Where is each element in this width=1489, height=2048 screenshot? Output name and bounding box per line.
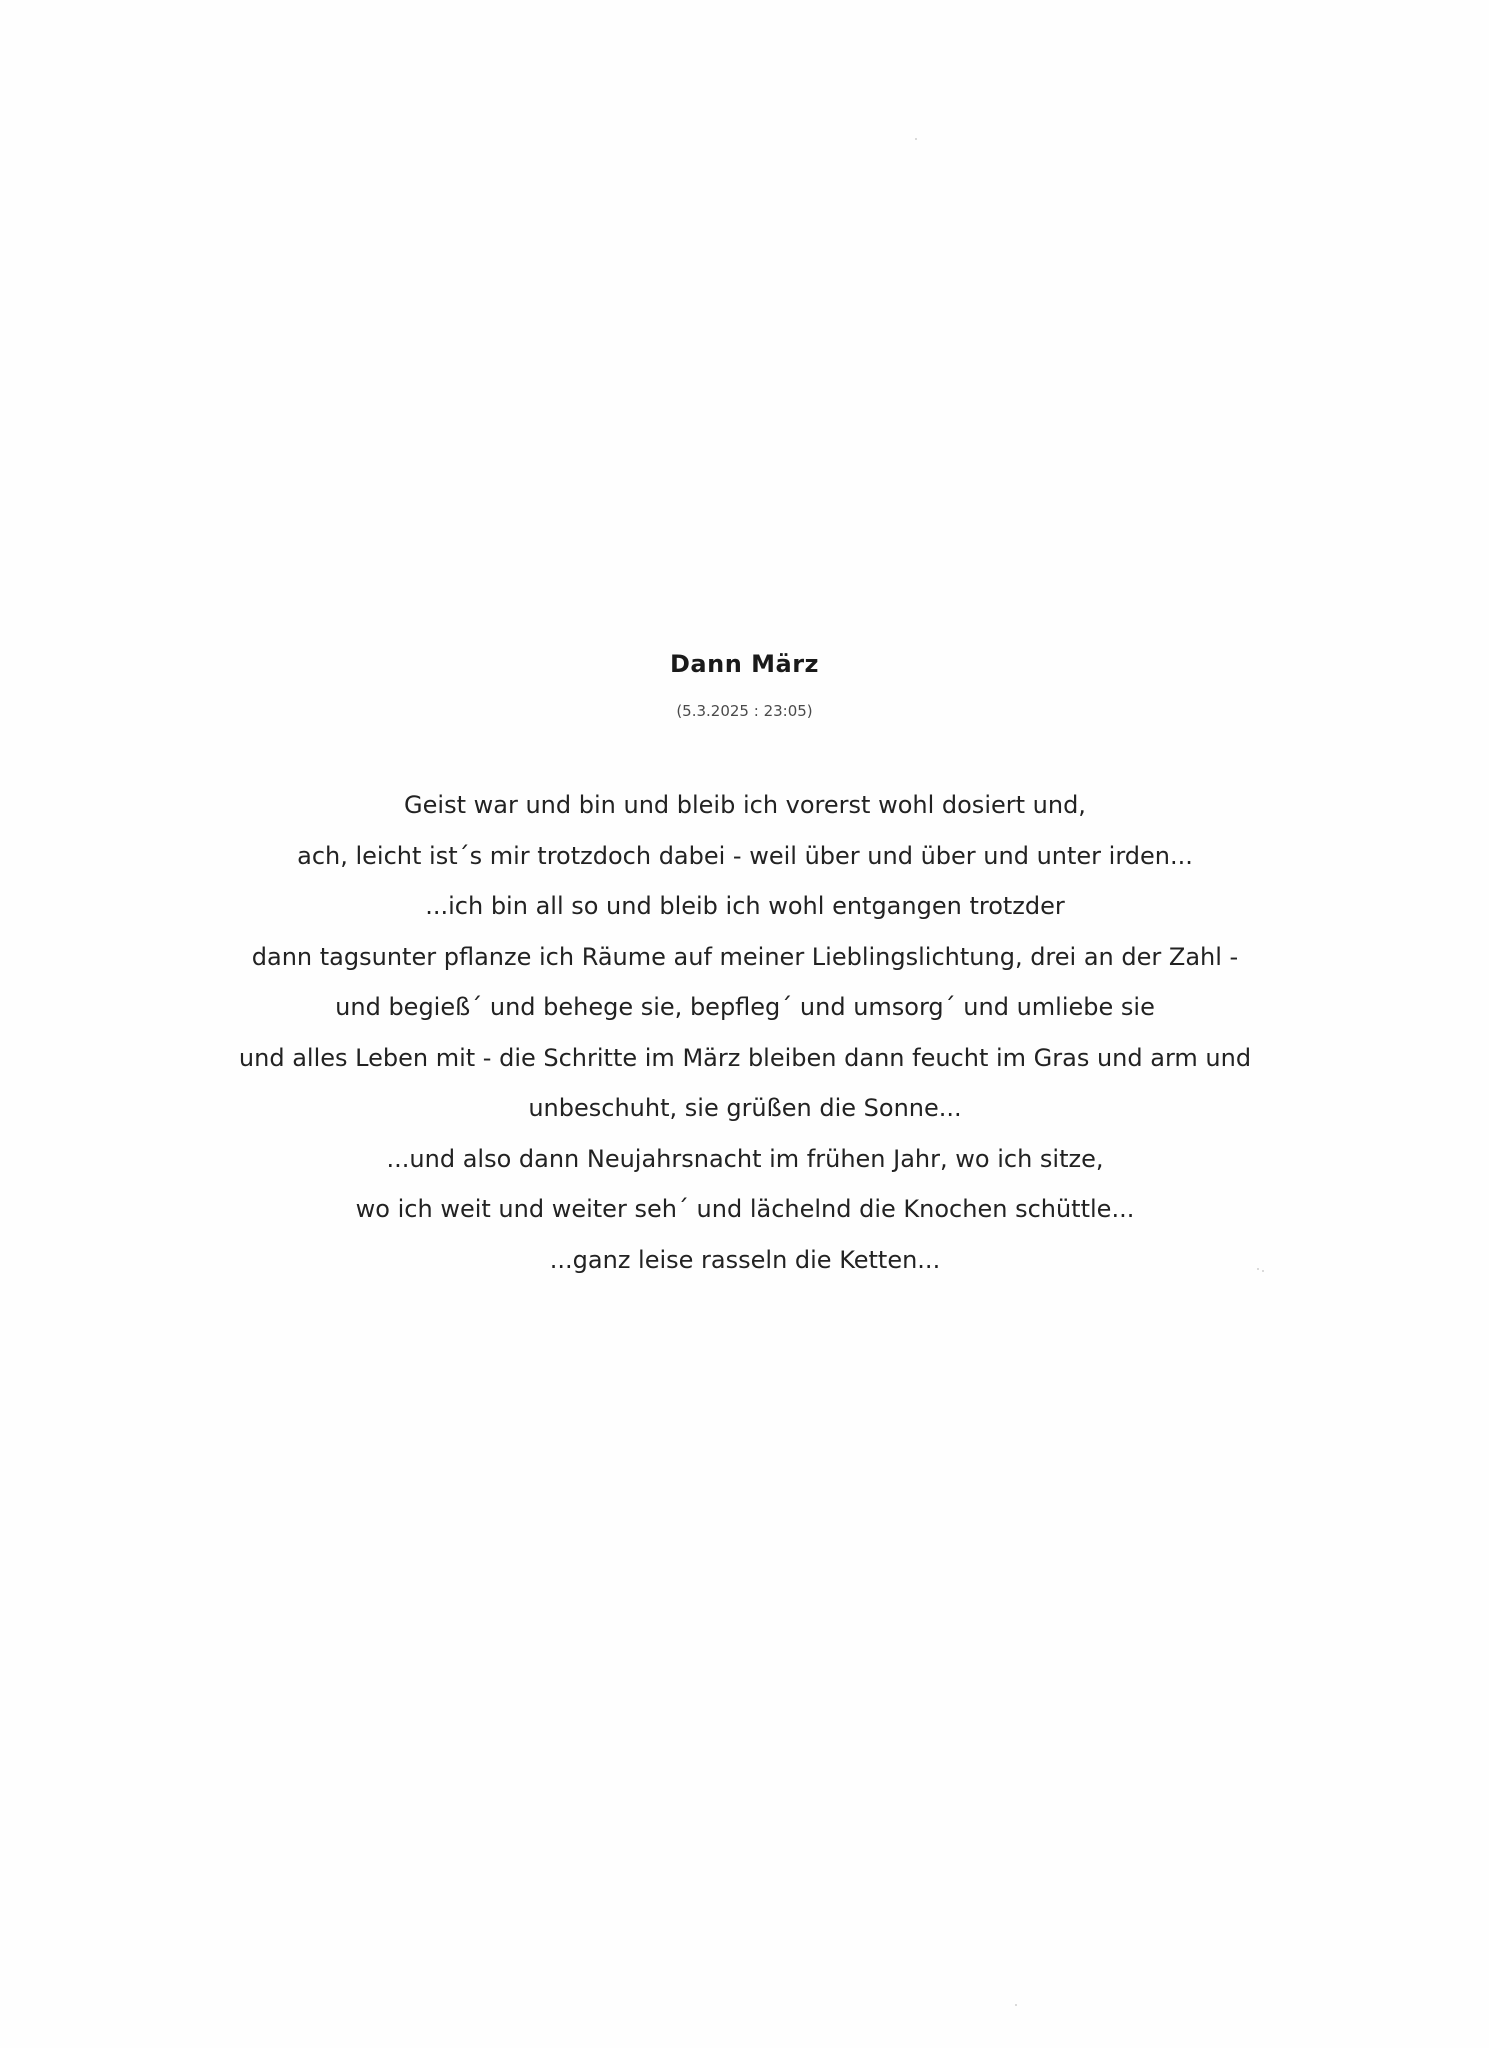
scan-speck (1015, 2004, 1017, 2006)
poem-line-1: Geist war und bin und bleib ich vorerst wohl dosiert und, (404, 791, 1086, 819)
scan-speck (1257, 1268, 1259, 1270)
poem-line-5: und begieß´ und behege sie, bepfleg´ und umsorg´ und umliebe sie (335, 993, 1155, 1021)
poem-line-4: dann tagsunter pflanze ich Räume auf meiner Lieblingslichtung, drei an der Zahl - (251, 942, 1239, 971)
poem-title: Dann März (669, 650, 820, 678)
poem-body (150, 780, 1340, 1285)
scan-speck (915, 138, 917, 140)
poem-timestamp: (5.3.2025 : 23:05) (676, 702, 813, 720)
poem-line-3: ...ich bin all so und bleib ich wohl entgangen trotzder (425, 892, 1065, 920)
poem-line-2: ach, leicht ist´s mir trotzdoch dabei - weil über und über und unter irden... (297, 841, 1193, 870)
poem-line-7: unbeschuht, sie grüßen die Sonne... (528, 1094, 962, 1122)
poem-line-8: ...und also dann Neujahrsnacht im frühen Jahr, wo ich sitze, (386, 1144, 1104, 1173)
poem-line-6: und alles Leben mit - die Schritte im März bleiben dann feucht im Gras und arm und (238, 1043, 1252, 1072)
poem-line-10: ...ganz leise rasseln die Ketten... (549, 1245, 941, 1274)
poem-line-9: wo ich weit und weiter seh´ und lächelnd die Knochen schüttle... (355, 1195, 1135, 1223)
scan-speck (1262, 1270, 1264, 1272)
